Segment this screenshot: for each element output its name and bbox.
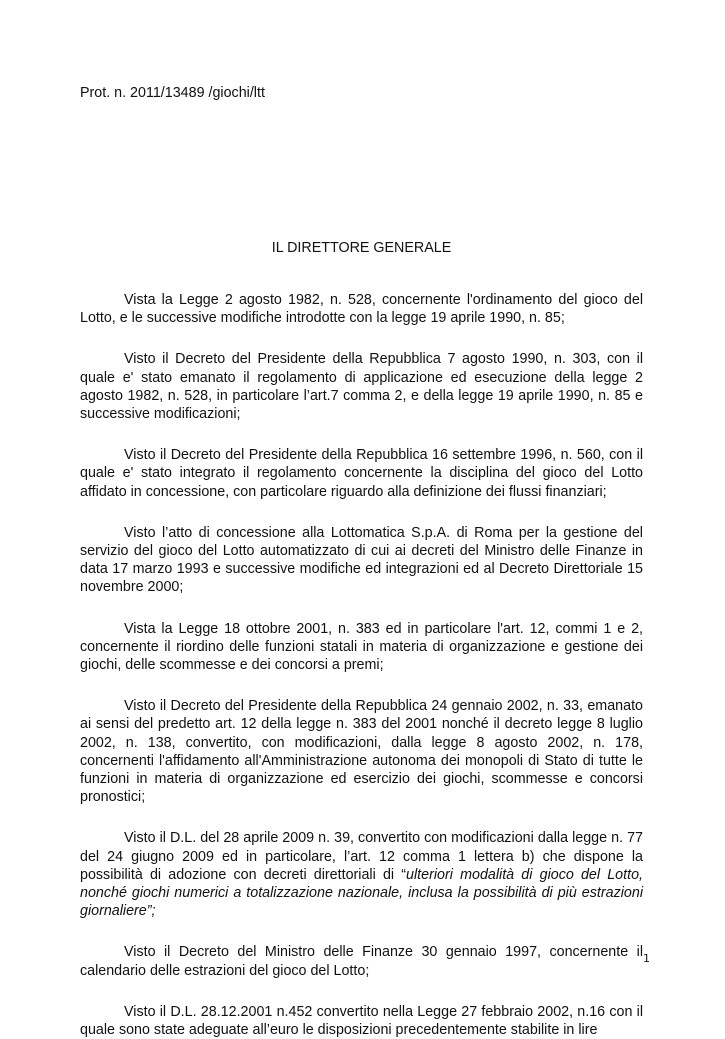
paragraph-dpr-1990: Visto il Decreto del Presidente della Repubblica 7 agosto 1990, n. 303, con il quale e' stato emanato il regolamento di applicazione ed esecuzione della legge 2 agosto 1982, n. 528, in particolare l’art.7 comma 2, e della legge 19 aprile 1990, n. 85 e successive modificazioni; (80, 351, 643, 423)
paragraph-dpr-1996: Visto il Decreto del Presidente della Repubblica 16 settembre 1996, n. 560, con il quale e' stato integrato il regolamento concernente la disciplina del gioco del Lotto affidato in concessione, con particolare riguardo alla definizione dei flussi finanziari; (80, 447, 643, 500)
document-body (80, 291, 643, 1039)
paragraph-dl-2001: Visto il D.L. 28.12.2001 n.452 convertito nella Legge 27 febbraio 2002, n.16 con il quale sono state adeguate all’euro le disposizioni precedentemente stabilite in lire (80, 1003, 643, 1039)
paragraph-legge-1982: Vista la Legge 2 agosto 1982, n. 528, concernente l'ordinamento del gioco del Lotto, e le successive modifiche introdotte con la legge 19 aprile 1990, n. 85; (80, 292, 643, 327)
paragraph-dm-1997: Visto il Decreto del Ministro delle Finanze 30 gennaio 1997, concernente il calendario delle estrazioni del gioco del Lotto; (80, 944, 643, 979)
paragraph-concessione-lottomatica: Visto l’atto di concessione alla Lottomatica S.p.A. di Roma per la gestione del servizio del gioco del Lotto automatizzato di cui ai decreti del Ministro delle Finanze in data 17 marzo 1993 e successive modifiche ed integrazioni ed al Decreto Direttoriale 15 novembre 2000; (80, 524, 643, 596)
paragraph-dl-2009 (80, 829, 643, 920)
paragraph-legge-2001: Vista la Legge 18 ottobre 2001, n. 383 ed in particolare l'art. 12, commi 1 e 2, concernente il riordino delle funzioni statali in materia di organizzazione e gestione dei giochi, delle scommesse e dei concorsi a premi; (80, 620, 643, 674)
page-number: 1 (643, 952, 650, 965)
paragraph-dl-2009-quote: ulteriori modalità di gioco del Lotto, nonché giochi numerici a totalizzazione nazionale, inclusa la possibilità di più estrazioni giornaliere”; (80, 866, 643, 920)
protocol-number: Prot. n. 2011/13489 /giochi/ltt (80, 85, 265, 101)
paragraph-dpr-2002: Visto il Decreto del Presidente della Repubblica 24 gennaio 2002, n. 33, emanato ai sensi del predetto art. 12 della legge n. 383 del 2001 nonché il decreto legge 8 luglio 2002, n. 138, convertito, con modificazioni, dalla legge 8 agosto 2002, n. 178, concernenti l'affidamento all'Amministrazione autonoma dei monopoli di Stato di tutte le funzioni in materia di organizzazione ed esercizio dei giochi, scommesse e concorsi pronostici; (80, 698, 643, 806)
document-title: IL DIRETTORE GENERALE (271, 240, 452, 256)
paragraph-dl-2009-text: Visto il D.L. del 28 aprile 2009 n. 39, convertito con modificazioni dalla legge n. 77 del 24 giugno 2009 ed in particolare, l’art. 12 comma 1 lettera b) che dispone la possibilità di adozione con decreti direttoriali di “ (80, 830, 643, 883)
